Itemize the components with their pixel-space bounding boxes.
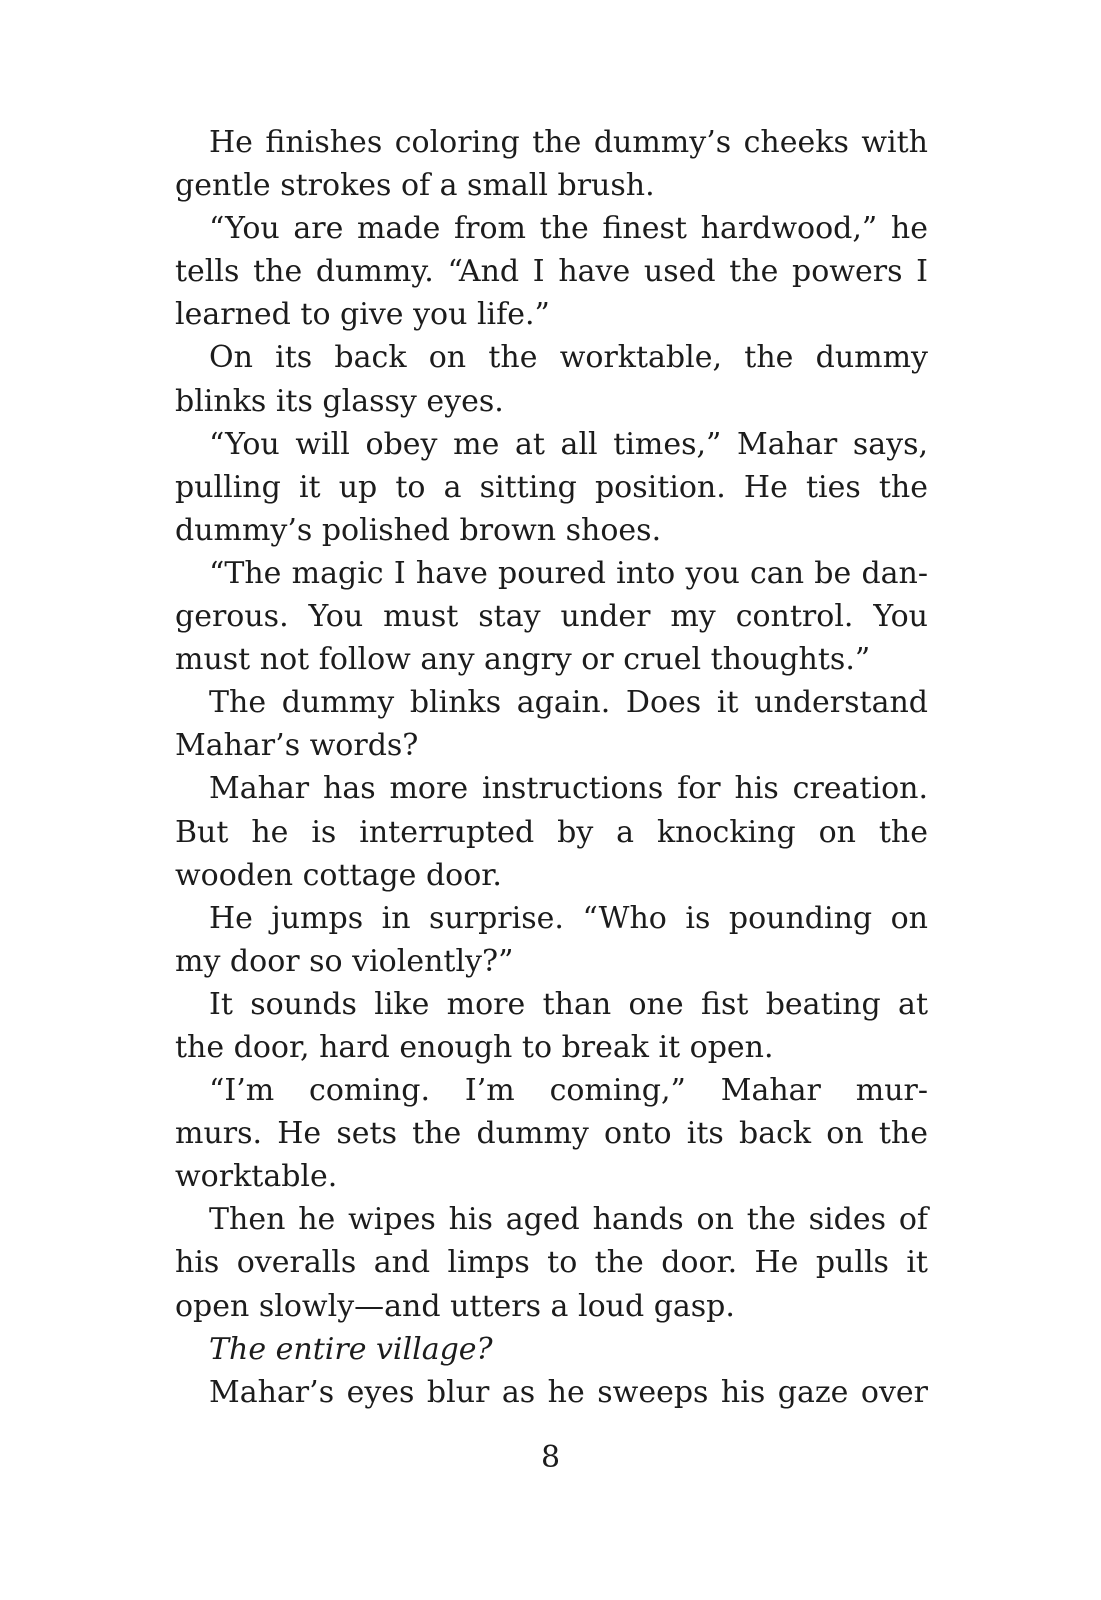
text-line: pulling it up to a sitting position. He ties the [175,469,928,505]
text-line: He jumps in surprise. “Who is pounding on [209,900,928,936]
text-line: learned to give you life.” [175,297,550,333]
text-line: gentle strokes of a small brush. [175,168,655,204]
text-line: open slowly—and utters a loud gasp. [175,1288,735,1324]
text-line: the door, hard enough to break it open. [175,1029,774,1065]
text-line: must not follow any angry or cruel thoughts.” [175,642,871,678]
page-number: 8 [540,1440,561,1475]
text-line: blinks its glassy eyes. [175,383,504,419]
text-line: worktable. [175,1159,338,1195]
text-line: murs. He sets the dummy onto its back on the [175,1116,928,1152]
text-line: Mahar has more instructions for his creation. [209,771,928,807]
text-line: gerous. You must stay under my control. You [175,599,928,635]
text-line: The dummy blinks again. Does it understand [209,685,928,721]
body-text [175,121,928,1414]
text-line: It sounds like more than one fist beating at [209,986,928,1022]
text-line: On its back on the worktable, the dummy [209,340,928,376]
text-line: Mahar’s eyes blur as he sweeps his gaze over [209,1374,928,1410]
text-line: wooden cottage door. [175,857,502,893]
text-line: He finishes coloring the dummy’s cheeks with [209,125,928,160]
text-line: “The magic I have poured into you can be dan- [209,555,928,591]
text-line: tells the dummy. “And I have used the powers I [175,254,928,290]
text-line: my door so violently?” [175,943,514,979]
text-line-italic: The entire village? [209,1331,493,1367]
text-line: his overalls and limps to the door. He pulls it [175,1245,928,1281]
text-line: Mahar’s words? [175,728,419,764]
text-line: Then he wipes his aged hands on the sides of [209,1202,928,1238]
text-line: “I’m coming. I’m coming,” Mahar mur- [209,1073,928,1109]
text-line: “You will obey me at all times,” Mahar says, [209,426,928,462]
text-line: dummy’s polished brown shoes. [175,512,662,548]
text-line: But he is interrupted by a knocking on the [175,814,928,850]
text-line: “You are made from the finest hardwood,” he [209,211,928,247]
